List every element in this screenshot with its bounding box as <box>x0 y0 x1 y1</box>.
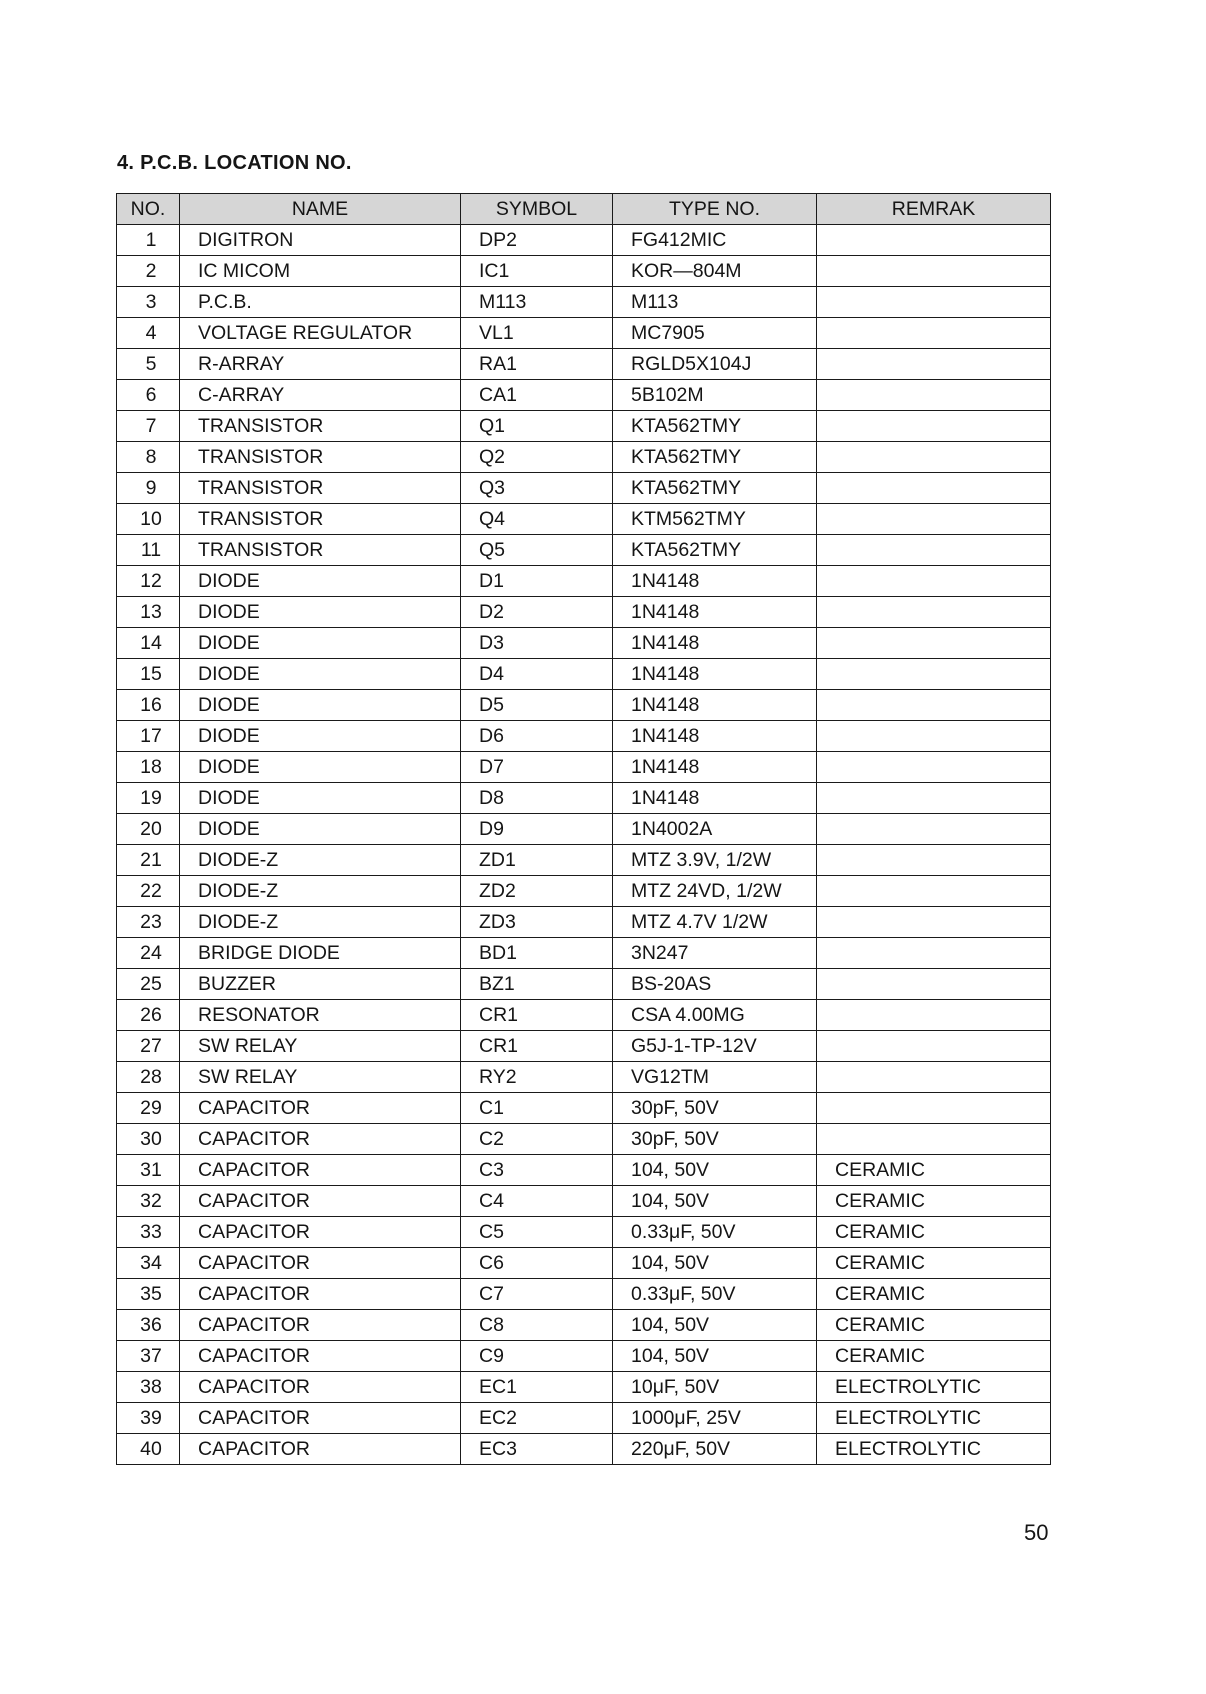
cell-name: CAPACITOR <box>180 1093 461 1124</box>
cell-remark: CERAMIC <box>817 1186 1051 1217</box>
cell-name: DIODE <box>180 597 461 628</box>
cell-symbol: EC2 <box>461 1403 613 1434</box>
table-row <box>117 690 1051 721</box>
cell-no: 26 <box>117 1000 180 1031</box>
cell-symbol: C3 <box>461 1155 613 1186</box>
cell-type-no: 104, 50V <box>613 1341 817 1372</box>
cell-name: DIODE <box>180 721 461 752</box>
cell-remark <box>817 442 1051 473</box>
table-row <box>117 287 1051 318</box>
table-row <box>117 597 1051 628</box>
cell-name: TRANSISTOR <box>180 411 461 442</box>
cell-symbol: CA1 <box>461 380 613 411</box>
cell-symbol: D2 <box>461 597 613 628</box>
cell-name: BUZZER <box>180 969 461 1000</box>
cell-no: 1 <box>117 225 180 256</box>
page-number: 50 <box>1024 1520 1049 1545</box>
cell-remark <box>817 907 1051 938</box>
cell-type-no: 104, 50V <box>613 1248 817 1279</box>
cell-symbol: C9 <box>461 1341 613 1372</box>
cell-symbol: Q3 <box>461 473 613 504</box>
table-header-row <box>117 194 1051 225</box>
cell-remark <box>817 721 1051 752</box>
column-header-remark: REMRAK <box>817 194 1051 225</box>
cell-type-no: 1N4002A <box>613 814 817 845</box>
cell-no: 38 <box>117 1372 180 1403</box>
cell-remark: CERAMIC <box>817 1341 1051 1372</box>
cell-no: 5 <box>117 349 180 380</box>
cell-symbol: D5 <box>461 690 613 721</box>
cell-no: 7 <box>117 411 180 442</box>
cell-symbol: M113 <box>461 287 613 318</box>
cell-symbol: C8 <box>461 1310 613 1341</box>
cell-name: RESONATOR <box>180 1000 461 1031</box>
cell-symbol: ZD3 <box>461 907 613 938</box>
cell-remark <box>817 1000 1051 1031</box>
cell-remark <box>817 628 1051 659</box>
table-row <box>117 1155 1051 1186</box>
cell-no: 29 <box>117 1093 180 1124</box>
table-row <box>117 969 1051 1000</box>
table-row <box>117 349 1051 380</box>
cell-type-no: VG12TM <box>613 1062 817 1093</box>
cell-remark <box>817 938 1051 969</box>
cell-symbol: CR1 <box>461 1031 613 1062</box>
cell-remark <box>817 1062 1051 1093</box>
cell-no: 2 <box>117 256 180 287</box>
cell-type-no: 30pF, 50V <box>613 1093 817 1124</box>
cell-symbol: D4 <box>461 659 613 690</box>
cell-name: DIODE <box>180 628 461 659</box>
cell-type-no: 1N4148 <box>613 566 817 597</box>
cell-name: CAPACITOR <box>180 1403 461 1434</box>
cell-remark <box>817 1124 1051 1155</box>
table-row <box>117 411 1051 442</box>
cell-remark <box>817 1093 1051 1124</box>
table-row <box>117 628 1051 659</box>
cell-no: 6 <box>117 380 180 411</box>
cell-no: 37 <box>117 1341 180 1372</box>
cell-type-no: KOR—804M <box>613 256 817 287</box>
cell-no: 30 <box>117 1124 180 1155</box>
cell-name: C-ARRAY <box>180 380 461 411</box>
cell-no: 12 <box>117 566 180 597</box>
table-body <box>117 225 1051 1465</box>
cell-type-no: MTZ 24VD, 1/2W <box>613 876 817 907</box>
cell-remark: ELECTROLYTIC <box>817 1434 1051 1465</box>
table-row <box>117 225 1051 256</box>
cell-name: TRANSISTOR <box>180 504 461 535</box>
cell-type-no: MTZ 3.9V, 1/2W <box>613 845 817 876</box>
cell-symbol: D7 <box>461 752 613 783</box>
table-row <box>117 473 1051 504</box>
cell-no: 16 <box>117 690 180 721</box>
table-row <box>117 1031 1051 1062</box>
cell-name: DIODE-Z <box>180 876 461 907</box>
table-row <box>117 566 1051 597</box>
cell-type-no: 10μF, 50V <box>613 1372 817 1403</box>
table-row <box>117 876 1051 907</box>
table-row <box>117 1279 1051 1310</box>
cell-remark: CERAMIC <box>817 1279 1051 1310</box>
table-row <box>117 1403 1051 1434</box>
cell-type-no: 104, 50V <box>613 1186 817 1217</box>
cell-name: CAPACITOR <box>180 1372 461 1403</box>
cell-type-no: MTZ 4.7V 1/2W <box>613 907 817 938</box>
cell-name: DIODE-Z <box>180 907 461 938</box>
table-row <box>117 845 1051 876</box>
cell-remark <box>817 597 1051 628</box>
cell-symbol: BD1 <box>461 938 613 969</box>
cell-no: 4 <box>117 318 180 349</box>
cell-remark <box>817 783 1051 814</box>
cell-symbol: EC1 <box>461 1372 613 1403</box>
cell-no: 11 <box>117 535 180 566</box>
cell-no: 22 <box>117 876 180 907</box>
cell-no: 24 <box>117 938 180 969</box>
table-row <box>117 535 1051 566</box>
cell-remark <box>817 876 1051 907</box>
cell-symbol: D8 <box>461 783 613 814</box>
cell-symbol: Q5 <box>461 535 613 566</box>
cell-name: DIODE <box>180 783 461 814</box>
cell-no: 10 <box>117 504 180 535</box>
cell-symbol: Q1 <box>461 411 613 442</box>
cell-remark <box>817 287 1051 318</box>
cell-name: DIODE <box>180 814 461 845</box>
cell-no: 15 <box>117 659 180 690</box>
cell-no: 3 <box>117 287 180 318</box>
cell-symbol: D9 <box>461 814 613 845</box>
table-row <box>117 721 1051 752</box>
cell-name: SW RELAY <box>180 1062 461 1093</box>
column-header-name: NAME <box>180 194 461 225</box>
cell-type-no: 1000μF, 25V <box>613 1403 817 1434</box>
cell-name: CAPACITOR <box>180 1310 461 1341</box>
cell-name: CAPACITOR <box>180 1155 461 1186</box>
cell-type-no: 1N4148 <box>613 659 817 690</box>
cell-type-no: 1N4148 <box>613 783 817 814</box>
cell-no: 14 <box>117 628 180 659</box>
cell-name: TRANSISTOR <box>180 442 461 473</box>
cell-symbol: Q2 <box>461 442 613 473</box>
cell-type-no: KTA562TMY <box>613 442 817 473</box>
cell-name: SW RELAY <box>180 1031 461 1062</box>
cell-no: 23 <box>117 907 180 938</box>
pcb-location-table <box>116 193 1051 1465</box>
cell-symbol: IC1 <box>461 256 613 287</box>
cell-type-no: 1N4148 <box>613 597 817 628</box>
cell-no: 27 <box>117 1031 180 1062</box>
cell-remark <box>817 814 1051 845</box>
cell-type-no: 30pF, 50V <box>613 1124 817 1155</box>
cell-no: 13 <box>117 597 180 628</box>
cell-symbol: C1 <box>461 1093 613 1124</box>
cell-type-no: 1N4148 <box>613 690 817 721</box>
cell-no: 18 <box>117 752 180 783</box>
cell-symbol: D3 <box>461 628 613 659</box>
table-row <box>117 1434 1051 1465</box>
cell-type-no: 0.33μF, 50V <box>613 1279 817 1310</box>
cell-remark <box>817 1031 1051 1062</box>
cell-remark <box>817 845 1051 876</box>
cell-symbol: D6 <box>461 721 613 752</box>
cell-name: DIODE <box>180 690 461 721</box>
table-row <box>117 504 1051 535</box>
cell-symbol: C7 <box>461 1279 613 1310</box>
cell-remark <box>817 380 1051 411</box>
cell-remark: ELECTROLYTIC <box>817 1372 1051 1403</box>
cell-name: CAPACITOR <box>180 1124 461 1155</box>
table-row <box>117 659 1051 690</box>
cell-name: R-ARRAY <box>180 349 461 380</box>
cell-name: CAPACITOR <box>180 1217 461 1248</box>
cell-type-no: CSA 4.00MG <box>613 1000 817 1031</box>
cell-remark <box>817 256 1051 287</box>
cell-name: CAPACITOR <box>180 1434 461 1465</box>
cell-symbol: Q4 <box>461 504 613 535</box>
table-row <box>117 1372 1051 1403</box>
column-header-symbol: SYMBOL <box>461 194 613 225</box>
table-row <box>117 1062 1051 1093</box>
cell-remark: CERAMIC <box>817 1155 1051 1186</box>
cell-type-no: MC7905 <box>613 318 817 349</box>
table-row <box>117 380 1051 411</box>
cell-no: 25 <box>117 969 180 1000</box>
cell-remark: CERAMIC <box>817 1217 1051 1248</box>
cell-type-no: 5B102M <box>613 380 817 411</box>
cell-no: 35 <box>117 1279 180 1310</box>
cell-no: 28 <box>117 1062 180 1093</box>
table-row <box>117 1310 1051 1341</box>
cell-no: 21 <box>117 845 180 876</box>
cell-no: 34 <box>117 1248 180 1279</box>
column-header-no: NO. <box>117 194 180 225</box>
cell-remark <box>817 504 1051 535</box>
cell-type-no: KTA562TMY <box>613 411 817 442</box>
cell-type-no: 104, 50V <box>613 1155 817 1186</box>
cell-symbol: C2 <box>461 1124 613 1155</box>
cell-no: 19 <box>117 783 180 814</box>
cell-name: P.C.B. <box>180 287 461 318</box>
cell-remark: CERAMIC <box>817 1310 1051 1341</box>
cell-name: DIODE <box>180 659 461 690</box>
cell-no: 8 <box>117 442 180 473</box>
cell-name: DIODE-Z <box>180 845 461 876</box>
cell-remark <box>817 473 1051 504</box>
cell-name: TRANSISTOR <box>180 535 461 566</box>
cell-symbol: C4 <box>461 1186 613 1217</box>
cell-no: 32 <box>117 1186 180 1217</box>
cell-symbol: BZ1 <box>461 969 613 1000</box>
cell-type-no: RGLD5X104J <box>613 349 817 380</box>
table-row <box>117 442 1051 473</box>
cell-remark: CERAMIC <box>817 1248 1051 1279</box>
cell-remark <box>817 535 1051 566</box>
cell-symbol: RA1 <box>461 349 613 380</box>
cell-no: 39 <box>117 1403 180 1434</box>
cell-type-no: 1N4148 <box>613 721 817 752</box>
cell-name: DIODE <box>180 752 461 783</box>
cell-symbol: D1 <box>461 566 613 597</box>
cell-remark: ELECTROLYTIC <box>817 1403 1051 1434</box>
cell-type-no: 1N4148 <box>613 628 817 659</box>
cell-symbol: DP2 <box>461 225 613 256</box>
cell-no: 40 <box>117 1434 180 1465</box>
cell-type-no: G5J-1-TP-12V <box>613 1031 817 1062</box>
page-heading: 4. P.C.B. LOCATION NO. <box>117 152 352 174</box>
cell-type-no: M113 <box>613 287 817 318</box>
cell-name: TRANSISTOR <box>180 473 461 504</box>
cell-remark <box>817 752 1051 783</box>
cell-remark <box>817 566 1051 597</box>
cell-type-no: KTA562TMY <box>613 535 817 566</box>
cell-no: 36 <box>117 1310 180 1341</box>
table-row <box>117 752 1051 783</box>
cell-no: 9 <box>117 473 180 504</box>
cell-symbol: C6 <box>461 1248 613 1279</box>
cell-type-no: 3N247 <box>613 938 817 969</box>
table-row <box>117 1000 1051 1031</box>
cell-symbol: EC3 <box>461 1434 613 1465</box>
cell-type-no: 104, 50V <box>613 1310 817 1341</box>
table-row <box>117 907 1051 938</box>
cell-remark <box>817 659 1051 690</box>
table-row <box>117 318 1051 349</box>
cell-remark <box>817 969 1051 1000</box>
cell-name: IC MICOM <box>180 256 461 287</box>
cell-remark <box>817 411 1051 442</box>
table-row <box>117 1093 1051 1124</box>
table-row <box>117 1217 1051 1248</box>
cell-name: BRIDGE DIODE <box>180 938 461 969</box>
column-header-type-no: TYPE NO. <box>613 194 817 225</box>
cell-name: VOLTAGE REGULATOR <box>180 318 461 349</box>
cell-name: CAPACITOR <box>180 1186 461 1217</box>
cell-type-no: 1N4148 <box>613 752 817 783</box>
cell-symbol: RY2 <box>461 1062 613 1093</box>
cell-type-no: BS-20AS <box>613 969 817 1000</box>
cell-name: CAPACITOR <box>180 1248 461 1279</box>
cell-symbol: ZD2 <box>461 876 613 907</box>
cell-symbol: ZD1 <box>461 845 613 876</box>
cell-symbol: CR1 <box>461 1000 613 1031</box>
table-row <box>117 1341 1051 1372</box>
table-row <box>117 1248 1051 1279</box>
cell-no: 33 <box>117 1217 180 1248</box>
table-row <box>117 256 1051 287</box>
cell-no: 31 <box>117 1155 180 1186</box>
cell-type-no: KTA562TMY <box>613 473 817 504</box>
cell-no: 20 <box>117 814 180 845</box>
cell-name: DIGITRON <box>180 225 461 256</box>
cell-name: CAPACITOR <box>180 1341 461 1372</box>
cell-remark <box>817 225 1051 256</box>
cell-symbol: C5 <box>461 1217 613 1248</box>
cell-remark <box>817 690 1051 721</box>
cell-remark <box>817 318 1051 349</box>
cell-name: DIODE <box>180 566 461 597</box>
cell-no: 17 <box>117 721 180 752</box>
cell-type-no: 0.33μF, 50V <box>613 1217 817 1248</box>
table-row <box>117 1186 1051 1217</box>
table-row <box>117 783 1051 814</box>
table-row <box>117 1124 1051 1155</box>
cell-name: CAPACITOR <box>180 1279 461 1310</box>
table-row <box>117 814 1051 845</box>
cell-type-no: KTM562TMY <box>613 504 817 535</box>
cell-symbol: VL1 <box>461 318 613 349</box>
cell-remark <box>817 349 1051 380</box>
cell-type-no: FG412MIC <box>613 225 817 256</box>
cell-type-no: 220μF, 50V <box>613 1434 817 1465</box>
table-row <box>117 938 1051 969</box>
